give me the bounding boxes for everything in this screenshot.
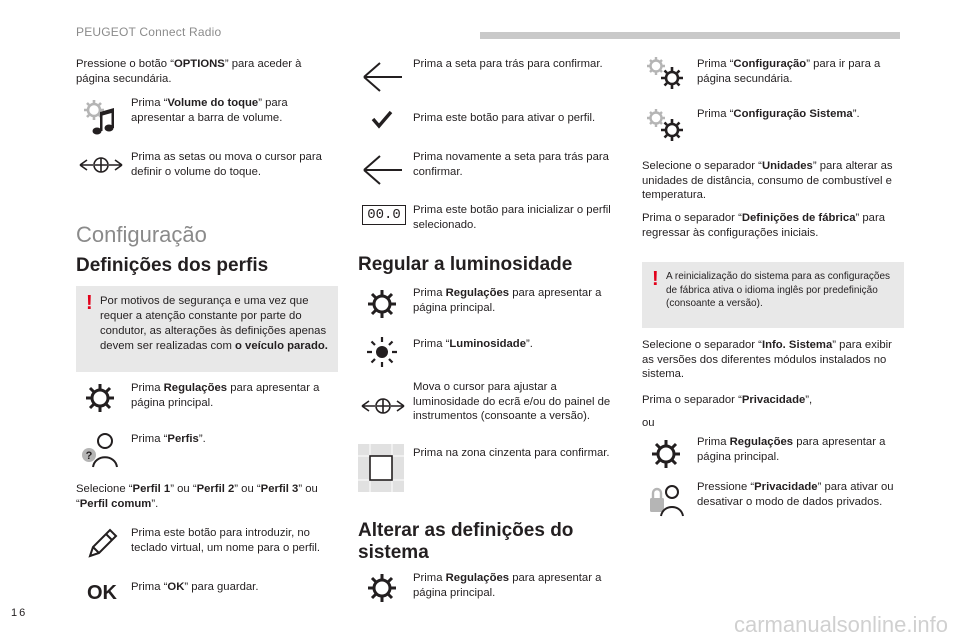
profiles-heading: Definições dos perfis <box>76 255 269 276</box>
select-profile-text: Selecione “Perfil 1” ou “Perfil 2” ou “Perfil 3” ou “Perfil comum”. <box>76 483 318 510</box>
ok-icon: OK <box>87 581 117 604</box>
system-config-text: Prima “Configuração Sistema”. <box>697 108 860 120</box>
arrows-text: Prima as setas ou mova o cursor para definir o volume do toque. <box>131 151 322 178</box>
header-rule <box>480 32 900 39</box>
privacy-lock-icon <box>644 478 688 522</box>
gear-icon <box>78 376 122 420</box>
settings-text: Prima Regulações para apresentar a página principal. <box>131 382 320 409</box>
privacy-text: Pressione “Privacidade” para ativar ou desativar o modo de dados privados. <box>697 481 894 508</box>
safety-note-text: Por motivos de segurança e uma vez que requer a atenção constante por parte do condutor, as alterações às definições apenas devem ser realizadas com o veículo parado. <box>100 295 328 352</box>
warning-icon-2: ! <box>652 268 659 290</box>
gear-icon-2 <box>360 282 404 326</box>
intro-text: Pressione o botão “OPTIONS” para aceder à página secundária. <box>76 58 302 85</box>
safety-note <box>76 286 338 372</box>
pencil-text: Prima este botão para introduzir, no teclado virtual, um nome para o perfil. <box>131 527 321 554</box>
grey-zone-icon <box>358 444 404 492</box>
back-arrow-icon <box>360 55 404 99</box>
brightness-icon <box>360 330 404 374</box>
gear-config-icon-2 <box>644 104 688 148</box>
system-info-text: Selecione o separador “Info. Sistema” para exibir as versões dos diferentes módulos instalados no sistema. <box>642 339 892 380</box>
reset-icon: 00.0 <box>362 193 406 237</box>
brightness-heading: Regular a luminosidade <box>358 254 573 275</box>
settings-text-4: Prima Regulações para apresentar a página principal. <box>697 436 886 463</box>
reset-text: Prima este botão para inicializar o perfil selecionado. <box>413 204 611 231</box>
gear-icon-3 <box>360 566 404 610</box>
settings-text-2: Prima Regulações para apresentar a página principal. <box>413 287 602 314</box>
factory-text: Prima o separador “Definições de fábrica” para regressar às configurações iniciais. <box>642 212 885 239</box>
privacy-tab-text: Prima o separador “Privacidade”, <box>642 394 813 406</box>
slider-icon-2 <box>360 384 406 428</box>
brightness-text: Prima “Luminosidade”. <box>413 338 533 350</box>
factory-reset-note-text: A reinicialização do sistema para as configurações de fábrica ativa o idioma inglês por predefinição (consoante a versão). <box>666 271 891 309</box>
cursor-text: Mova o cursor para ajustar a luminosidade do ecrã e/ou do painel de instrumentos (consoante a versão). <box>413 381 611 422</box>
config-text: Prima “Configuração” para ir para a página secundária. <box>697 58 881 85</box>
grey-zone-text: Prima na zona cinzenta para confirmar. <box>413 447 610 459</box>
gear-music-icon <box>78 96 122 140</box>
page-number: 16 <box>11 607 28 619</box>
volume-text: Prima “Volume do toque” para apresentar a barra de volume. <box>131 97 288 124</box>
check-text: Prima este botão para ativar o perfil. <box>413 112 596 124</box>
profiles-text: Prima “Perfis”. <box>131 433 206 445</box>
slider-icon <box>78 143 124 187</box>
profile-icon <box>78 428 122 472</box>
svg-text:?: ? <box>85 450 93 462</box>
check-icon <box>360 97 404 141</box>
gear-icon-4 <box>644 432 688 476</box>
section-title: Configuração <box>76 222 207 247</box>
units-text: Selecione o separador “Unidades” para alterar as unidades de distância, consumo de combustível e temperatura. <box>642 160 893 201</box>
settings-text-3: Prima Regulações para apresentar a página principal. <box>413 572 602 599</box>
factory-reset-note <box>642 262 904 328</box>
ok-text: Prima “OK” para guardar. <box>131 581 259 593</box>
pencil-icon <box>80 522 124 566</box>
watermark: carmanualsonline.info <box>733 612 948 637</box>
back-arrow-text: Prima a seta para trás para confirmar. <box>413 58 603 70</box>
back-arrow-text-2: Prima novamente a seta para trás para confirmar. <box>413 151 609 178</box>
gear-config-icon <box>644 52 688 96</box>
back-arrow-icon-2 <box>360 148 404 192</box>
system-heading: Alterar as definições do sistema <box>358 520 574 563</box>
warning-icon: ! <box>86 292 93 314</box>
header-title: PEUGEOT Connect Radio <box>76 25 222 39</box>
or-text: ou <box>642 417 655 429</box>
